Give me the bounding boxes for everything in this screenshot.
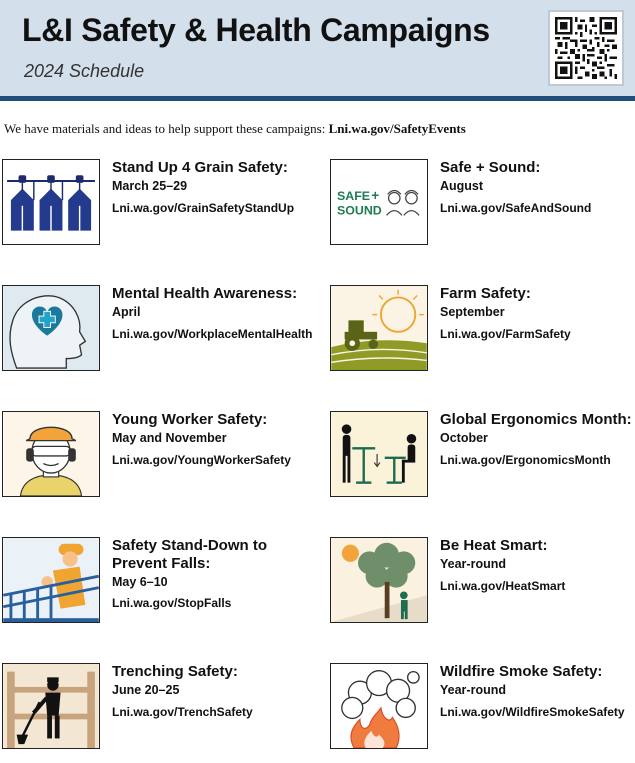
campaign-card-trench-safety xyxy=(0,663,310,758)
campaign-title: Farm Safety: xyxy=(440,285,531,302)
safety-events-link[interactable]: Lni.wa.gov/SafetyEvents xyxy=(328,121,466,136)
campaign-date: August xyxy=(440,179,484,193)
campaign-link[interactable]: Lni.wa.gov/HeatSmart xyxy=(440,579,566,593)
campaign-card-wildfire-smoke xyxy=(328,663,635,758)
campaign-date: September xyxy=(440,305,505,319)
campaign-date: April xyxy=(112,305,141,319)
campaign-link[interactable]: Lni.wa.gov/WildfireSmokeSafety xyxy=(440,705,625,719)
campaign-title: Safe + Sound: xyxy=(440,159,541,176)
trench-worker-icon xyxy=(2,663,100,749)
fall-protection-icon xyxy=(2,537,100,623)
campaign-title: Young Worker Safety: xyxy=(112,411,268,428)
campaign-title: Stand Up 4 Grain Safety: xyxy=(112,159,288,176)
svg-text:SAFE: SAFE xyxy=(337,189,371,204)
campaign-title: Be Heat Smart: xyxy=(440,537,548,554)
campaign-card-mental-health xyxy=(0,285,313,380)
campaign-link[interactable]: Lni.wa.gov/TrenchSafety xyxy=(112,705,253,719)
head-heart-icon xyxy=(2,285,100,371)
campaign-title: Wildfire Smoke Safety: xyxy=(440,663,603,680)
campaign-link[interactable]: Lni.wa.gov/FarmSafety xyxy=(440,327,571,341)
campaign-card-farm-safety xyxy=(328,285,635,380)
wildfire-smoke-icon xyxy=(330,663,428,749)
campaign-date: May and November xyxy=(112,431,227,445)
standing-desk-icon xyxy=(330,411,428,497)
header-banner xyxy=(0,0,635,96)
campaign-date: May 6–10 xyxy=(112,575,168,589)
campaign-date: March 25–29 xyxy=(112,179,188,193)
grain-bins-icon xyxy=(2,159,100,245)
campaign-date: October xyxy=(440,431,488,445)
qr-code-icon[interactable] xyxy=(548,10,624,86)
intro-text xyxy=(4,121,466,137)
svg-text:SOUND: SOUND xyxy=(337,203,382,218)
page-subtitle: 2024 Schedule xyxy=(24,61,145,81)
campaign-date: Year-round xyxy=(440,683,506,697)
intro-label: We have materials and ideas to help support these campaigns: xyxy=(4,121,329,136)
page-title: L&I Safety & Health Campaigns xyxy=(22,12,490,48)
svg-text:+: + xyxy=(371,188,380,204)
campaign-link[interactable]: Lni.wa.gov/ErgonomicsMonth xyxy=(440,453,611,467)
young-worker-icon xyxy=(2,411,100,497)
campaign-card-ergonomics xyxy=(328,411,635,506)
tractor-icon xyxy=(330,285,428,371)
campaign-card-safe-sound xyxy=(328,159,635,254)
campaign-date: Year-round xyxy=(440,557,506,571)
header-divider xyxy=(0,96,635,101)
campaign-date: June 20–25 xyxy=(112,683,180,697)
campaign-title: Trenching Safety: xyxy=(112,663,238,680)
campaign-card-stop-falls xyxy=(0,537,310,632)
campaign-link[interactable]: Lni.wa.gov/GrainSafetyStandUp xyxy=(112,201,295,215)
campaign-link[interactable]: Lni.wa.gov/StopFalls xyxy=(112,596,232,610)
shade-tree-icon xyxy=(330,537,428,623)
campaign-link[interactable]: Lni.wa.gov/SafeAndSound xyxy=(440,201,592,215)
campaign-link[interactable]: Lni.wa.gov/WorkplaceMentalHealth xyxy=(112,327,313,341)
campaign-card-heat-smart xyxy=(328,537,635,632)
safe-sound-logo-icon xyxy=(330,159,428,245)
campaign-card-grain-safety xyxy=(0,159,310,254)
campaign-title: Mental Health Awareness: xyxy=(112,285,298,302)
campaign-title: Safety Stand-Down to Prevent Falls: xyxy=(112,537,268,572)
campaign-title: Global Ergonomics Month: xyxy=(440,411,632,428)
campaign-card-young-worker xyxy=(0,411,310,506)
campaign-link[interactable]: Lni.wa.gov/YoungWorkerSafety xyxy=(112,453,291,467)
